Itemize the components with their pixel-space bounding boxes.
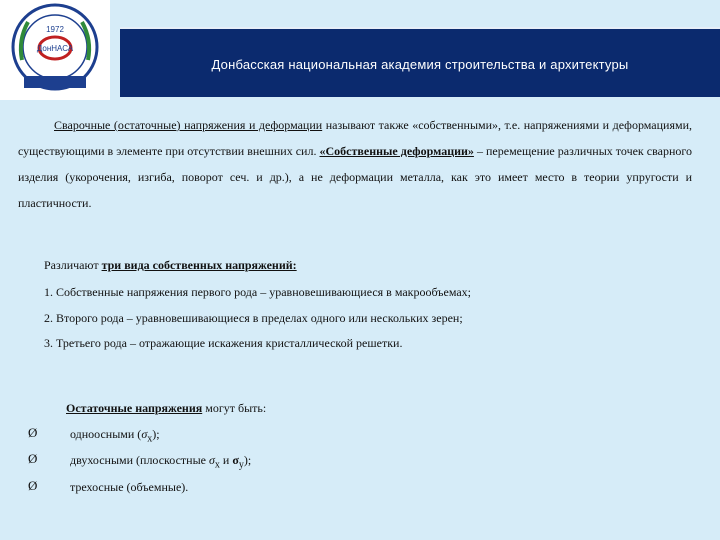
- term-own-deformations: «Собственные деформации»: [319, 144, 474, 158]
- kinds-lead-text: Различают: [44, 258, 102, 272]
- kinds-lead-term: три вида собственных напряжений:: [101, 258, 297, 272]
- kind-item-1: 1. Собственные напряжения первого рода – уравновешивающиеся в макрообъемах;: [44, 285, 472, 299]
- bullet-arrow-icon: Ø: [28, 478, 38, 493]
- svg-text:ДонНАСА: ДонНАСА: [36, 44, 74, 53]
- kinds-lead: [44, 258, 297, 273]
- bullet-arrow-icon: Ø: [28, 451, 38, 466]
- residual-item-2: двухосными (плоскостные $\sigma_x$ и $\sigma_y$);: [70, 453, 252, 471]
- kind-item-3: 3. Третьего рода – отражающие искажения кристаллической решетки.: [44, 336, 403, 350]
- kind-item-2: 2. Второго рода – уравновешивающиеся в пределах одного или нескольких зерен;: [44, 311, 463, 325]
- residual-term: Остаточные напряжения: [66, 401, 203, 415]
- bullet-arrow-icon: Ø: [28, 425, 38, 440]
- academy-logo: [0, 0, 110, 100]
- intro-paragraph: [18, 112, 692, 216]
- svg-text:1972: 1972: [46, 25, 64, 34]
- page-title: Донбасская национальная академия строительства и архитектуры: [211, 57, 629, 72]
- residual-lead: [66, 401, 266, 416]
- term-welding-stresses: Сварочные (остаточные) напряжения и деформации: [54, 118, 323, 132]
- residual-item-1: одноосными $(\sigma_x)$;: [70, 427, 160, 445]
- intro-text-1: называют также «собственными», т.е. напряжениями и деформациями, существующими в элементе при отсутствии внешних сил.: [18, 118, 692, 158]
- residual-rest: могут быть:: [202, 401, 267, 415]
- intro-text-2: – перемещение различных точек сварного изделия (укорочения, изгиба, поворот сеч. и др.), а не деформации металла, как это имеет место в теории упругости и пластичности.: [18, 144, 692, 210]
- header-bar: [120, 27, 720, 97]
- residual-item-3: трехосные (объемные).: [70, 480, 189, 494]
